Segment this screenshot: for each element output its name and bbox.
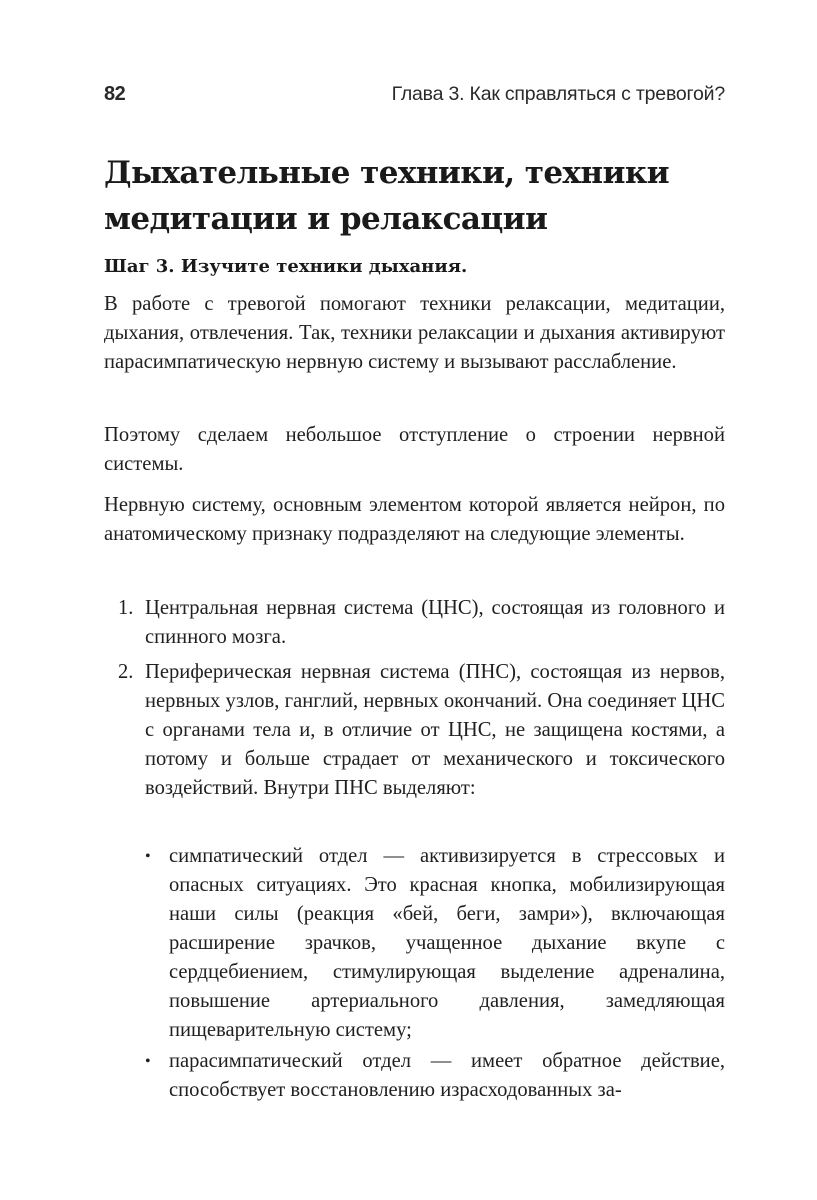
list-marker: 1. xyxy=(118,597,134,619)
list-item-text: симпатический отдел — активизируется в стрессовых и опасных ситуациях. Это красная кнопка, мобилизирующая наши силы (реакция «бей, беги, замри»), включающая расширение зрачков, учащенное дыхание вкупе с сердцебиением, стимулирующая выделение адреналина, повышение артериального давления, замедляющая пищеварительную систему; xyxy=(169,845,725,1041)
list-item-text: Периферическая нервная система (ПНС), состоящая из нервов, нервных узлов, ганглий, нервных окончаний. Она соединяет ЦНС с органами тела и, в отличие от ЦНС, не защищена костями, а потому и больше страдает от механического и токсического воздействий. Внутри ПНС выделяют: xyxy=(145,661,725,799)
section-heading: Дыхательные техники, техники медитации и релаксации xyxy=(104,155,670,237)
bullet-marker: • xyxy=(145,1053,151,1070)
list-item-text: Центральная нервная система (ЦНС), состоящая из головного и спинного мозга. xyxy=(145,597,725,648)
paragraph: Нервную систему, основным элементом которой является нейрон, по анатомическому признаку подразделяют на следующие элементы. xyxy=(104,494,725,545)
step-subheading: Шаг 3. Изучите техники дыхания. xyxy=(104,256,468,277)
bullet-marker: • xyxy=(145,848,151,865)
chapter-title: Глава 3. Как справляться с тревогой? xyxy=(391,83,725,105)
list-marker: 2. xyxy=(118,661,134,683)
paragraph: Поэтому сделаем небольшое отступление о строении нервной системы. xyxy=(104,424,725,475)
list-item-text: парасимпатический отдел — имеет обратное действие, способствует восстановлению израсходованных за- xyxy=(169,1050,725,1101)
page-number: 82 xyxy=(104,83,126,105)
paragraph: В работе с тревогой помогают техники релаксации, медитации, дыхания, отвлечения. Так, техники релаксации и дыхания активируют парасимпатическую нервную систему и вызывают расслабление. xyxy=(104,293,725,373)
running-header xyxy=(104,83,725,113)
